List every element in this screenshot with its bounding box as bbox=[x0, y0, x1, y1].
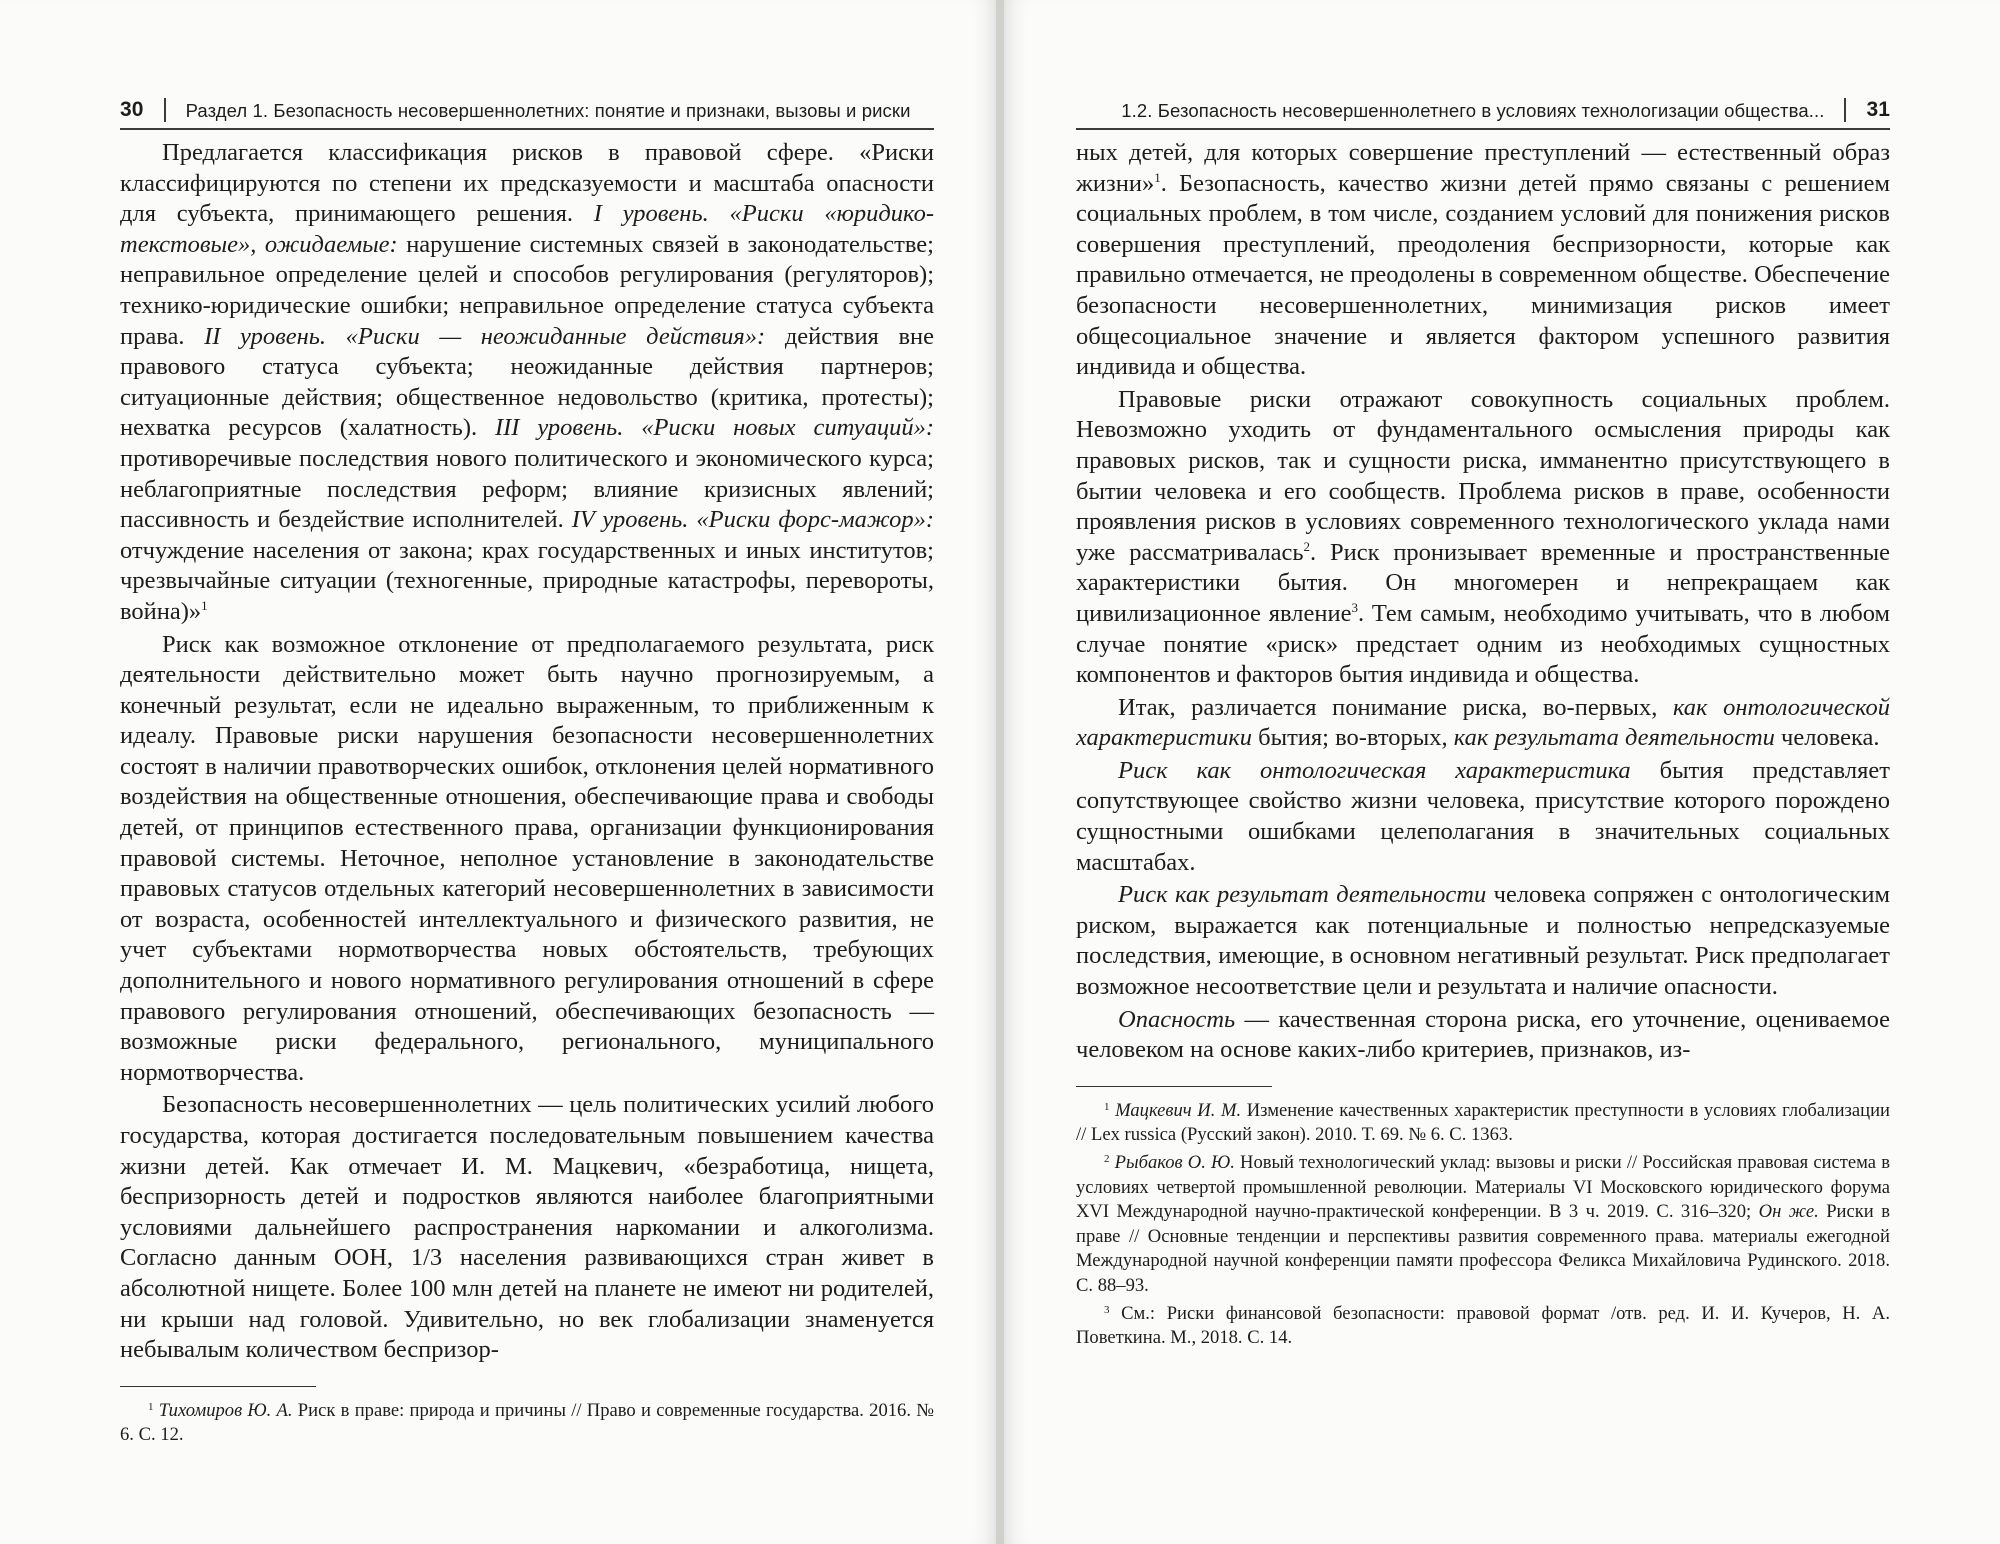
text-run: нарушение системных связей в законодательстве; неправильное определение целей и способов регулирования (регуляторов); технико-юридические ошибки; неправильное определение статуса субъекта права. bbox=[120, 230, 934, 350]
text-run: — качественная сторона риска, его уточнение, оцениваемое человеком на основе каких-либо критериев, признаков, из- bbox=[1076, 1005, 1890, 1064]
paragraph bbox=[1076, 756, 1890, 878]
text-run: бытия; во-вторых, bbox=[1252, 724, 1454, 752]
page-number: 30 bbox=[120, 98, 144, 121]
text-run: . Риск пронизывает временные и пространственные характеристики бытия. Он многомерен и непрекращаем как цивилизационное явление bbox=[1076, 538, 1890, 627]
text-run: . Безопасность, качество жизни детей прямо связаны с решением социальных проблем, в том числе, созданием условий для понижения рисков совершения преступлений, преодоления беспризорности, которые как правильно отмечается, не преодолены в современном обществе. Обеспечение безопасности несовершеннолетних, минимизация рисков имеет общесоциальное значение и является фактором успешного развития индивида и общества. bbox=[1076, 169, 1890, 381]
text-run: бытия представляет сопутствующее свойство жизни человека, присутствие которого порождено сущностными ошибками целеполагания в значительных социальных масштабах. bbox=[1076, 756, 1890, 876]
body-text bbox=[1076, 138, 1890, 1066]
italic-run: как результата деятельности bbox=[1453, 724, 1775, 752]
text-run: Риск как возможное отклонение от предполагаемого результата, риск деятельности действительно может быть научно прогнозируемым, а конечный результат, если не идеально выраженным, то приближенным к идеалу. Правовые риски нарушения безопасности несовершеннолетних состоят в наличии правотворческих ошибок, отклонения целей нормативного воздействия на общественные отношения, обеспечивающие права и свободы детей, от принципов естественного права, организации функционирования правовой системы. Неточное, неполное установление в законодательстве правовых статусов отдельных категорий несовершеннолетних в зависимости от возраста, особенностей интеллектуального и физического развития, не учет субъектами нормотворчества новых обстоятельств, требующих дополнительного и нового нормативного регулирования отношений в сфере правового регулирования отношений, обеспечивающих безопасность — возможные риски федерального, регионального, муниципального нормотворчества. bbox=[120, 630, 934, 1086]
paragraph bbox=[120, 138, 934, 628]
text-run: человека сопряжен с онтологическим риском, выражается как потенциальные и полностью непредсказуемые последствия, имеющие, в основном негативный результат. Риск предполагает возможное несоответствие цели и результата и наличие опасности. bbox=[1076, 881, 1890, 1001]
text-run: Риск в праве: природа и причины // Право и современные государства. 2016. № 6. С. 12. bbox=[120, 1399, 934, 1446]
footnote-marker: 2 bbox=[1104, 1153, 1110, 1165]
footnote-marker: 1 bbox=[201, 597, 208, 613]
page-number: 31 bbox=[1866, 98, 1890, 121]
footnote-marker: 1 bbox=[1154, 169, 1161, 185]
text-run: . Тем самым, необходимо учитывать, что в любом случае понятие «риск» предстает одним из необходимых сущностных компонентов и факторов бытия индивида и общества. bbox=[1076, 599, 1890, 689]
text-run: действия вне правового статуса субъекта; неожиданные действия партнеров; ситуационные действия; общественное недовольство (критика, протесты); нехватка ресурсов (халатность). bbox=[120, 322, 934, 442]
text-run: Предлагается классификация рисков в правовой сфере. «Риски классифицируются по степени их предсказуемости и масштаба опасности для субъекта, принимающего решения. bbox=[120, 139, 934, 228]
text-run: Итак, различается понимание риска, во-первых, bbox=[1118, 693, 1673, 721]
paragraph bbox=[1076, 693, 1890, 754]
footnote-marker: 2 bbox=[1303, 538, 1311, 554]
right-page bbox=[1004, 0, 2000, 1544]
header-title: Раздел 1. Безопасность несовершеннолетних: понятие и признаки, вызовы и риски bbox=[185, 100, 911, 121]
header-separator bbox=[164, 98, 166, 122]
paragraph bbox=[120, 1090, 934, 1365]
footnote-rule bbox=[120, 1386, 316, 1387]
header-separator bbox=[1844, 98, 1846, 122]
paragraph bbox=[1076, 880, 1890, 1002]
paragraph bbox=[1076, 138, 1890, 383]
italic-run: IV уровень. «Риски форс-мажор»: bbox=[571, 506, 934, 534]
footnote-marker: 3 bbox=[1104, 1303, 1110, 1316]
italic-run: Мацкевич И. М. bbox=[1115, 1099, 1242, 1121]
italic-run: Он же. bbox=[1758, 1201, 1819, 1223]
book-gutter bbox=[996, 0, 1004, 1544]
left-page bbox=[0, 0, 996, 1544]
footnotes bbox=[1076, 1099, 1890, 1351]
paragraph bbox=[1076, 1005, 1890, 1066]
running-header bbox=[1076, 96, 1890, 130]
italic-run: Риск как результат деятельности bbox=[1118, 881, 1487, 909]
italic-run: Рыбаков О. Ю. bbox=[1114, 1152, 1235, 1173]
paragraph bbox=[120, 630, 934, 1089]
italic-run: Опасность bbox=[1118, 1005, 1236, 1033]
footnote bbox=[1076, 1099, 1890, 1148]
footnote-rule bbox=[1076, 1086, 1272, 1087]
italic-run: Риск как онтологическая характеристика bbox=[1118, 756, 1631, 784]
italic-run: как онтологической характеристики bbox=[1076, 693, 1890, 752]
footnote-marker: 3 bbox=[1351, 599, 1358, 615]
footnote-marker: 1 bbox=[148, 1400, 154, 1413]
text-run: Правовые риски отражают совокупность социальных проблем. Невозможно уходить от фундаментального осмысления природы как правовых рисков, так и сущности риска, имманентно присутствующего в бытии человека и его сообществ. Проблема рисков в праве, особенности проявления рисков в условиях современного технологического уклада нами уже рассматривалась bbox=[1076, 385, 1890, 566]
footnote-marker: 1 bbox=[1104, 1100, 1110, 1113]
text-run: отчуждение населения от закона; крах государственных и иных институтов; чрезвычайные ситуации (техногенные, природные катастрофы, перевороты, война)» bbox=[120, 536, 934, 625]
header-title: 1.2. Безопасность несовершеннолетнего в условиях технологизации общества... bbox=[1121, 100, 1825, 121]
text-run: Риски в праве // Основные тенденции и перспективы развития современного права. материалы ежегодной Международной научной конференции памяти профессора Феликса Михайловича Рудинского. 2018. С. 88–93. bbox=[1076, 1201, 1890, 1296]
italic-run: II уровень. «Риски — неожиданные действия»: bbox=[204, 322, 766, 350]
text-run: Изменение качественных характеристик преступности в условиях глобализации // Lex russica (Русский закон). 2010. Т. 69. № 6. С. 1363. bbox=[1076, 1099, 1890, 1146]
text-run: ных детей, для которых совершение преступлений — естественный образ жизни» bbox=[1076, 139, 1890, 197]
text-run: Безопасность несовершеннолетних — цель политических усилий любого государства, которая достигается последовательным повышением качества жизни детей. Как отмечает И. М. Мацкевич, «безработица, нищета, беспризорность детей и подростков являются наиболее благоприятными условиями дальнейшего распространения наркомании и алкоголизма. Согласно данным ООН, 1/3 населения развивающихся стран живет в абсолютной нищете. Более 100 млн детей на планете не имеют ни родителей, ни крыши над головой. Удивительно, но век глобализации знаменуется небывалым количеством беспризор- bbox=[120, 1091, 934, 1364]
text-run: Новый технологический уклад: вызовы и риски // Российская правовая система в условиях четвертой промышленной революции. Материалы VI Московского юридического форума XVI Международной научно-практической конференции. В 3 ч. 2019. С. 316–320; bbox=[1076, 1152, 1891, 1223]
italic-run: III уровень. «Риски новых ситуаций»: bbox=[494, 414, 934, 442]
text-run: человека. bbox=[1774, 724, 1880, 752]
paragraph bbox=[1076, 385, 1890, 691]
text-run: См.: Риски финансовой безопасности: правовой формат /отв. ред. И. И. Кучеров, Н. А. Поветкина. М., 2018. С. 14. bbox=[1076, 1302, 1890, 1349]
italic-run: I уровень. «Риски «юридико-текстовые», ожидаемые: bbox=[120, 200, 934, 258]
body-text bbox=[120, 138, 934, 1366]
footnote bbox=[1076, 1151, 1890, 1299]
footnotes bbox=[120, 1399, 934, 1448]
footnote bbox=[1076, 1302, 1890, 1351]
running-header bbox=[120, 96, 934, 130]
text-run: противоречивые последствия нового политического и экономического курса; неблагоприятные последствия реформ; влияние кризисных явлений; пассивность и бездействие исполнителей. bbox=[120, 444, 934, 534]
italic-run: Тихомиров Ю. А. bbox=[158, 1399, 293, 1421]
footnote bbox=[120, 1399, 934, 1448]
